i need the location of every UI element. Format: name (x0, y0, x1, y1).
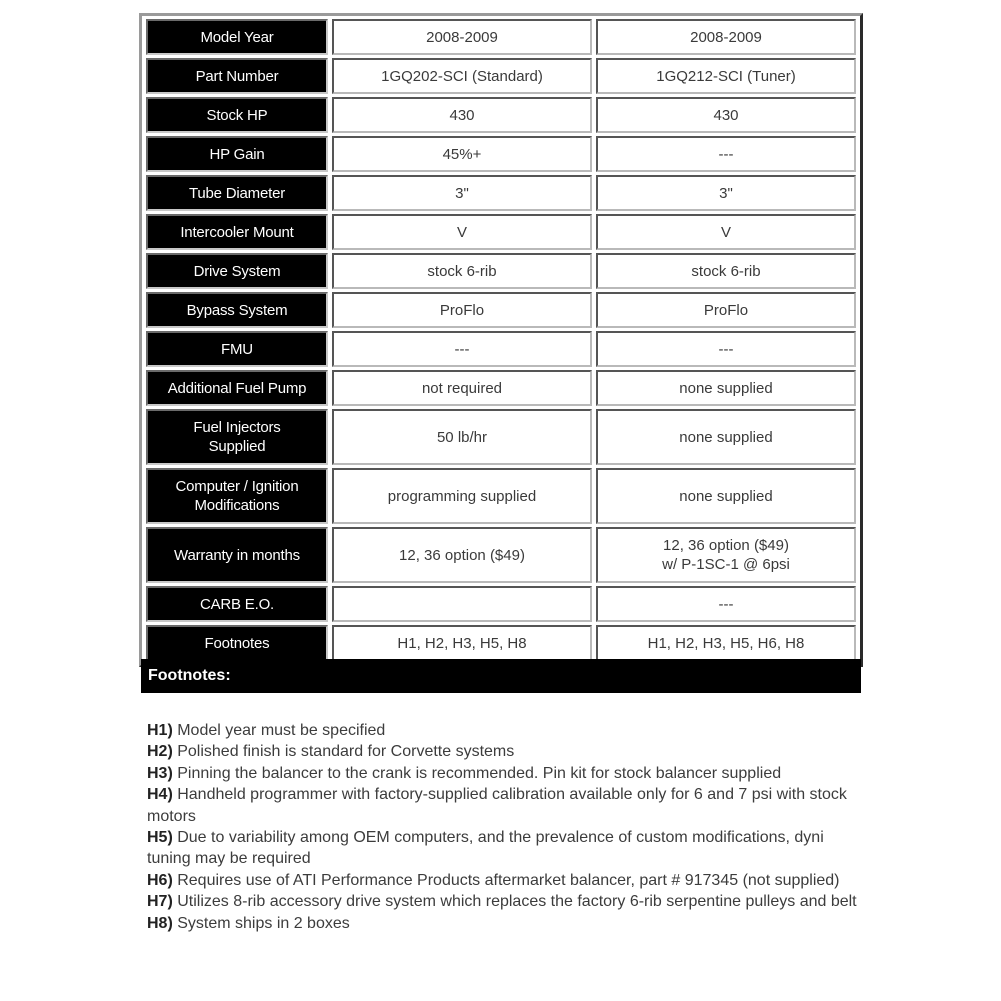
standard-value: 12, 36 option ($49) (332, 527, 592, 583)
table-row-part-number (146, 58, 856, 94)
table-row-drive-system (146, 253, 856, 289)
tuner-value: --- (596, 331, 856, 367)
tuner-value: ProFlo (596, 292, 856, 328)
footnote-item (147, 720, 862, 741)
row-label: FMU (146, 331, 328, 367)
footnotes-list (147, 720, 862, 934)
footnote-item (147, 891, 862, 912)
footnote-code: H6) (147, 871, 173, 889)
tuner-value: 3" (596, 175, 856, 211)
table-row-hp-gain (146, 136, 856, 172)
tuner-value: --- (596, 136, 856, 172)
row-label-line1: Computer / Ignition (175, 478, 299, 495)
footnote-code: H4) (147, 786, 173, 804)
row-label: Model Year (146, 19, 328, 55)
standard-value: 1GQ202-SCI (Standard) (332, 58, 592, 94)
table-row-footnotes (146, 625, 856, 661)
table-row-carb-eo (146, 586, 856, 622)
standard-value: 3" (332, 175, 592, 211)
footnote-item (147, 827, 862, 870)
table-row-stock-hp (146, 97, 856, 133)
standard-value: programming supplied (332, 468, 592, 524)
footnote-code: H8) (147, 914, 173, 932)
footnote-code: H7) (147, 893, 173, 911)
table-row-warranty (146, 527, 856, 583)
footnote-code: H5) (147, 829, 173, 847)
footnote-text: Requires use of ATI Performance Products aftermarket balancer, part # 917345 (not supplied) (172, 871, 840, 889)
footnote-text: Pinning the balancer to the crank is recommended. Pin kit for stock balancer supplied (172, 764, 782, 782)
tuner-value: H1, H2, H3, H5, H6, H8 (596, 625, 856, 661)
row-label: Drive System (146, 253, 328, 289)
row-label: Footnotes (146, 625, 328, 661)
row-label: CARB E.O. (146, 586, 328, 622)
tuner-value: 430 (596, 97, 856, 133)
row-label: Tube Diameter (146, 175, 328, 211)
row-label: Stock HP (146, 97, 328, 133)
tuner-value: 2008-2009 (596, 19, 856, 55)
standard-value: 50 lb/hr (332, 409, 592, 465)
row-label: HP Gain (146, 136, 328, 172)
row-label (146, 409, 328, 465)
row-label-line2: Modifications (194, 497, 280, 514)
footnote-code: H2) (147, 743, 173, 761)
table-row-additional-fuel-pump (146, 370, 856, 406)
table-row-model-year (146, 19, 856, 55)
standard-value: V (332, 214, 592, 250)
table-row-fmu (146, 331, 856, 367)
standard-value: --- (332, 331, 592, 367)
standard-value: stock 6-rib (332, 253, 592, 289)
spec-comparison-table (139, 13, 863, 667)
footnote-text: Model year must be specified (172, 722, 386, 739)
footnote-text: Due to variability among OEM computers, and the prevalence of custom modifications, dyni tuning may be required (147, 829, 824, 868)
row-label: Part Number (146, 58, 328, 94)
footnote-code: H3) (147, 764, 173, 782)
footnote-item (147, 763, 862, 784)
standard-value: ProFlo (332, 292, 592, 328)
table-row-intercooler-mount (146, 214, 856, 250)
table-row-fuel-injectors (146, 409, 856, 465)
standard-value: not required (332, 370, 592, 406)
tuner-value: none supplied (596, 409, 856, 465)
tuner-value-line1: 12, 36 option ($49) (663, 537, 789, 554)
footnote-item (147, 913, 862, 934)
tuner-value: V (596, 214, 856, 250)
footnote-text: Handheld programmer with factory-supplied calibration available only for 6 and 7 psi with stock motors (147, 786, 847, 825)
footnote-item (147, 741, 862, 762)
footnote-text: System ships in 2 boxes (172, 914, 350, 932)
footnote-item (147, 870, 862, 891)
row-label: Warranty in months (146, 527, 328, 583)
tuner-value: 1GQ212-SCI (Tuner) (596, 58, 856, 94)
row-label (146, 468, 328, 524)
tuner-value-line2: w/ P-1SC-1 @ 6psi (662, 556, 790, 573)
tuner-value (596, 527, 856, 583)
tuner-value: stock 6-rib (596, 253, 856, 289)
footnote-item (147, 784, 862, 827)
footnote-code: H1) (147, 722, 173, 739)
standard-value: H1, H2, H3, H5, H8 (332, 625, 592, 661)
standard-value (332, 586, 592, 622)
row-label-line1: Fuel Injectors (193, 419, 281, 436)
standard-value: 430 (332, 97, 592, 133)
row-label-line2: Supplied (208, 438, 266, 455)
row-label: Intercooler Mount (146, 214, 328, 250)
tuner-value: --- (596, 586, 856, 622)
tuner-value: none supplied (596, 468, 856, 524)
standard-value: 45%+ (332, 136, 592, 172)
footnotes-heading: Footnotes: (141, 659, 861, 693)
tuner-value: none supplied (596, 370, 856, 406)
standard-value: 2008-2009 (332, 19, 592, 55)
table-row-bypass-system (146, 292, 856, 328)
table-row-computer-ignition (146, 468, 856, 524)
footnote-text: Polished finish is standard for Corvette systems (172, 743, 515, 761)
row-label: Bypass System (146, 292, 328, 328)
row-label: Additional Fuel Pump (146, 370, 328, 406)
table-row-tube-diameter (146, 175, 856, 211)
footnote-text: Utilizes 8-rib accessory drive system which replaces the factory 6-rib serpentine pulleys and belt (172, 893, 857, 911)
